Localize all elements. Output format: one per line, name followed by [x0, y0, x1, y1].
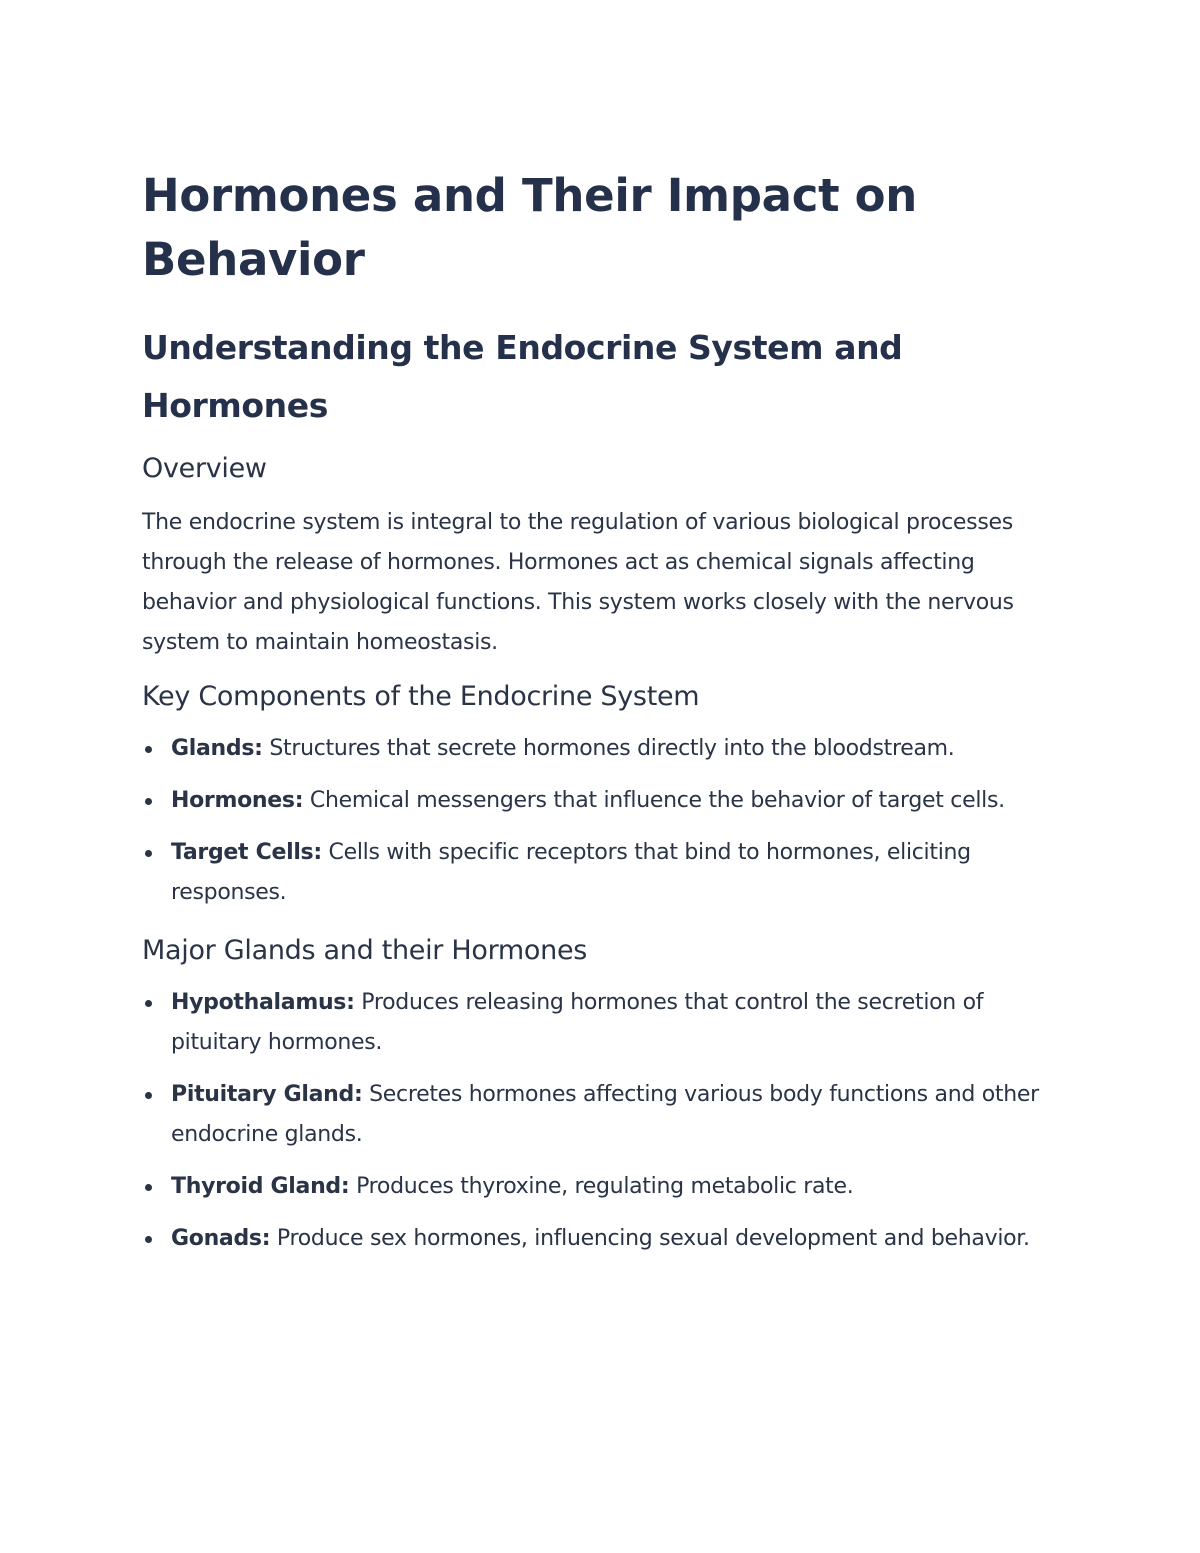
item-description: Secretes hormones affecting various body functions and other endocrine glands. [171, 1082, 1039, 1147]
overview-heading: Overview [142, 453, 267, 484]
item-term: Target Cells [171, 840, 314, 865]
item-term: Pituitary Gland [171, 1082, 354, 1107]
item-term: Glands [171, 736, 255, 761]
item-description: Produce sex hormones, influencing sexual development and behavior. [270, 1226, 1030, 1251]
item-term: Hypothalamus [171, 990, 347, 1015]
bullet-icon [145, 1092, 152, 1099]
list-item [142, 1219, 1072, 1259]
bullet-icon [145, 1000, 152, 1007]
item-separator: : [313, 840, 322, 865]
item-description: Produces releasing hormones that control the secretion of pituitary hormones. [171, 990, 984, 1055]
item-separator: : [340, 1174, 350, 1199]
item-separator: : [261, 1226, 271, 1251]
item-term: Thyroid Gland [171, 1174, 341, 1199]
list-item [142, 781, 1072, 821]
item-separator: : [254, 736, 263, 761]
list-item [142, 1167, 1072, 1207]
key-components-heading: Key Components of the Endocrine System [142, 681, 700, 712]
list-item [142, 833, 1072, 913]
major-glands-list [142, 983, 1072, 1259]
major-glands-heading: Major Glands and their Hormones [142, 935, 588, 966]
list-item [142, 729, 1072, 769]
item-description: Chemical messengers that influence the behavior of target cells. [303, 788, 1005, 813]
overview-text: The endocrine system is integral to the regulation of various biological processes through the release of hormones. Hormones act as chemical signals affecting behavior and physiological functions. This system works closely with the nervous system to maintain homeostasis. [142, 510, 1014, 655]
bullet-icon [145, 850, 152, 857]
item-description: Produces thyroxine, regulating metabolic rate. [349, 1174, 854, 1199]
bullet-icon [145, 1236, 152, 1243]
section-heading: Understanding the Endocrine System and Hormones [142, 328, 903, 425]
item-separator: : [353, 1082, 363, 1107]
item-description: Cells with specific receptors that bind to hormones, eliciting responses. [171, 840, 971, 905]
list-item [142, 983, 1072, 1063]
item-separator: : [346, 990, 355, 1015]
item-description: Structures that secrete hormones directly into the bloodstream. [262, 736, 955, 761]
page-title: Hormones and Their Impact on Behavior [142, 169, 918, 286]
bullet-icon [145, 798, 152, 805]
list-item [142, 1075, 1072, 1155]
bullet-icon [145, 1184, 152, 1191]
item-separator: : [294, 788, 304, 813]
document-page [142, 164, 1072, 1271]
item-term: Gonads [171, 1226, 262, 1251]
bullet-icon [145, 746, 152, 753]
item-term: Hormones [171, 788, 295, 813]
key-components-list [142, 729, 1072, 913]
